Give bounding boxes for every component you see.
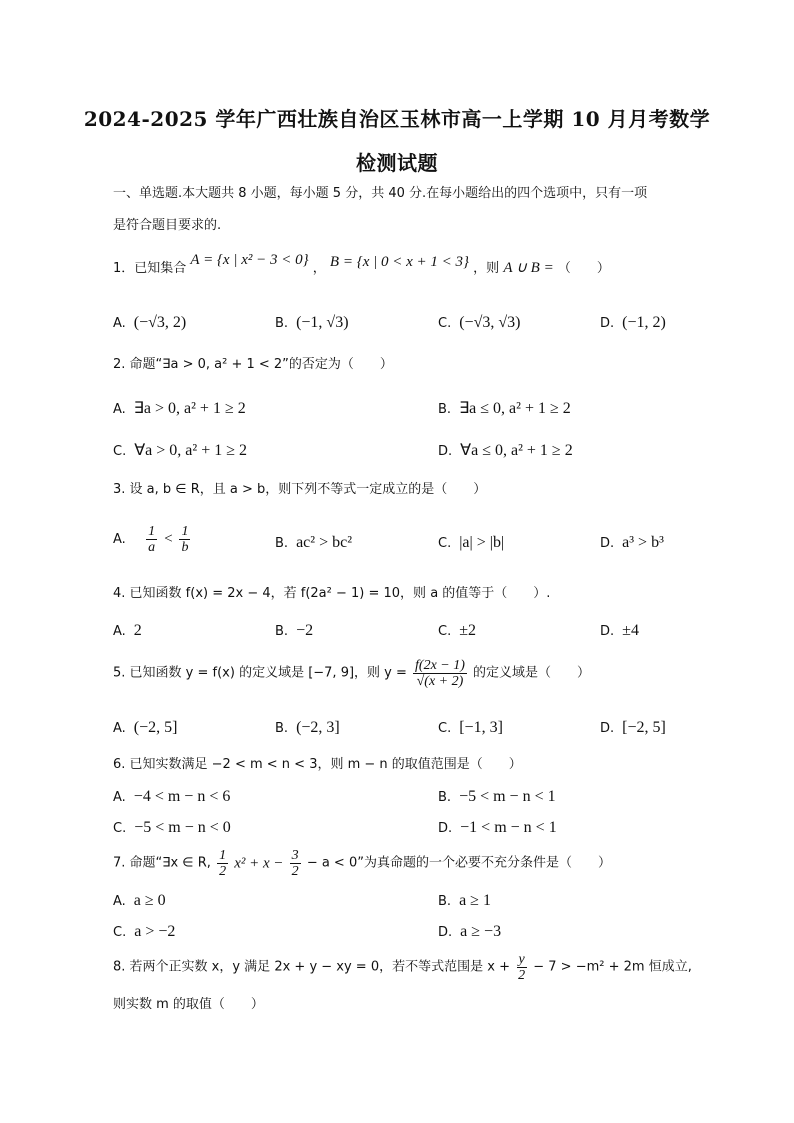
q2-option-a: A. ∃a > 0, a² + 1 ≥ 2	[113, 400, 246, 417]
q7-fraction-2: $\frac{3}{2}$	[291, 848, 299, 879]
q3-option-a-frac2: $\frac{1}{b}$	[181, 524, 189, 555]
q1-set-b: B = {x | 0 < x + 1 < 3}	[329, 254, 470, 270]
q7-option-b: B. a ≥ 1	[438, 892, 491, 909]
q7-option-c: C. a > −2	[113, 923, 176, 940]
q3-option-d: D. a³ > b³	[600, 534, 664, 551]
question-2-stem: 2. 命题“∃a > 0, a² + 1 < 2”的否定为（ ）	[113, 357, 393, 372]
q5-option-d: D. [−2, 5]	[600, 719, 666, 736]
q1-prefix: 1．已知集合	[113, 261, 187, 276]
q4-option-d: D. ±4	[600, 622, 639, 639]
q1-union-expr: A ∪ B =	[503, 260, 554, 276]
q6-option-a: A. −4 < m − n < 6	[113, 788, 231, 805]
q1-paren: （ ）	[557, 261, 610, 276]
question-7-stem: 7. 命题“∃x ∈ R, $\frac{1}{2}$ x² + x − $\frac{3}{2}$ − a < 0”为真命题的一个必要不充分条件是（ ）	[113, 848, 611, 879]
q1-sep: ，	[312, 261, 326, 276]
question-8-stem-line2: 则实数 m 的取值（ ）	[113, 997, 264, 1012]
q7-option-a: A. a ≥ 0	[113, 892, 166, 909]
q4-option-b: B. −2	[275, 622, 314, 639]
q6-option-c: C. −5 < m − n < 0	[113, 819, 231, 836]
q2-option-d: D. ∀a ≤ 0, a² + 1 ≥ 2	[438, 442, 573, 459]
q6-option-b: B. −5 < m − n < 1	[438, 788, 556, 805]
q7-fraction-1: $\frac{1}{2}$	[219, 848, 227, 879]
question-4-stem: 4. 已知函数 f(x) = 2x − 4，若 f(2a² − 1) = 10，则 a 的值等于（ ）.	[113, 586, 551, 601]
q7-option-d: D. a ≥ −3	[438, 923, 502, 940]
q5-fraction: $\frac{f(2x - 1)}{√(x + 2)}$	[415, 658, 465, 689]
page-title-line1: 2024-2025 学年广西壮族自治区玉林市高一上学期 10 月月考数学	[83, 107, 711, 131]
q1-option-b: B. (−1, √3)	[275, 314, 349, 331]
q2-option-b: B. ∃a ≤ 0, a² + 1 ≥ 2	[438, 400, 571, 417]
page-title-line2: 检测试题	[356, 151, 438, 175]
question-1-stem	[113, 252, 610, 277]
q4-option-a: A. 2	[113, 622, 142, 639]
section-heading-line1: 一、单选题.本大题共 8 小题，每小题 5 分，共 40 分.在每小题给出的四个选项中，只有一项	[113, 186, 648, 201]
q8-fraction: $\frac{y}{2}$	[518, 952, 526, 983]
q1-option-c: C. (−√3, √3)	[438, 314, 521, 331]
q3-option-a-frac1: $\frac{1}{a}$	[148, 524, 156, 555]
q2-option-c: C. ∀a > 0, a² + 1 ≥ 2	[113, 442, 247, 459]
q1-option-a: A. (−√3, 2)	[113, 314, 187, 331]
q3-option-b: B. ac² > bc²	[275, 534, 352, 551]
q3-option-c: C. |a| > |b|	[438, 534, 505, 551]
question-5-stem: 5. 已知函数 y = f(x) 的定义域是 [−7, 9]，则 y = $\frac{f(2x - 1)}{√(x + 2)}$ 的定义域是（ ）	[113, 658, 591, 689]
q4-option-c: C. ±2	[438, 622, 476, 639]
q1-set-a: A = {x | x² − 3 < 0}	[190, 252, 309, 268]
question-3-stem: 3. 设 a, b ∈ R，且 a > b，则下列不等式一定成立的是（ ）	[113, 482, 487, 497]
q1-option-d: D. (−1, 2)	[600, 314, 666, 331]
q3-option-a: A. $\frac{1}{a}$ < $\frac{1}{b}$	[113, 524, 189, 555]
question-6-stem: 6. 已知实数满足 −2 < m < n < 3，则 m − n 的取值范围是（ ）	[113, 757, 522, 772]
q5-option-a: A. (−2, 5]	[113, 719, 178, 736]
q6-option-d: D. −1 < m − n < 1	[438, 819, 557, 836]
q5-option-b: B. (−2, 3]	[275, 719, 340, 736]
question-8-stem: 8. 若两个正实数 x，y 满足 2x + y − xy = 0，若不等式范围是 x + $\frac{y}{2}$ − 7 > −m² + 2m 恒成立,	[113, 952, 692, 983]
q1-then: ，则	[473, 261, 500, 276]
section-heading-line2: 是符合题目要求的.	[113, 218, 222, 233]
q5-option-c: C. [−1, 3]	[438, 719, 503, 736]
